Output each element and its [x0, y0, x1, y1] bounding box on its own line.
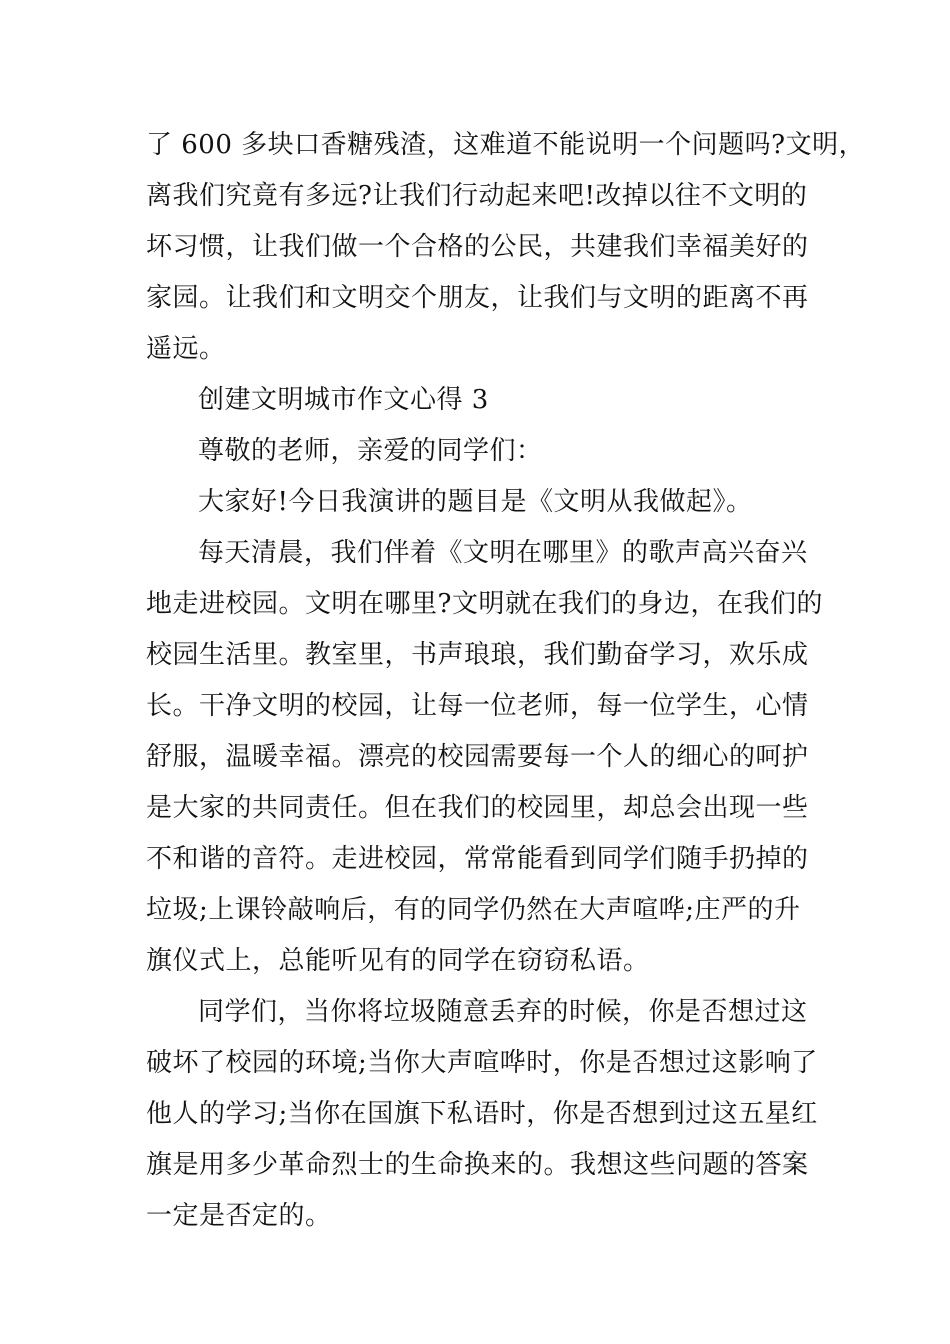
text-line: 舒服，温暖幸福。漂亮的校园需要每一个人的细心的呵护 [146, 742, 809, 772]
text-line: 每天清晨，我们伴着《文明在哪里》的歌声高兴奋兴 [198, 538, 808, 568]
text-line: 旗是用多少革命烈士的生命换来的。我想这些问题的答案 [146, 1150, 809, 1180]
text-line: 垃圾;上课铃敲响后，有的同学仍然在大声喧哗;庄严的升 [146, 895, 801, 925]
text-line: 遥远。 [146, 334, 226, 364]
text-line: 长。干净文明的校园，让每一位老师，每一位学生，心情 [146, 691, 809, 721]
text-line: 同学们，当你将垃圾随意丢弃的时候，你是否想过这 [198, 997, 808, 1027]
text-line: 他人的学习;当你在国旗下私语时，你是否想到过这五星红 [146, 1099, 818, 1129]
text-line: 破坏了校园的环境;当你大声喧哗时，你是否想过这影响了 [146, 1048, 818, 1078]
salutation: 尊敬的老师，亲爱的同学们： [198, 436, 543, 466]
text-line: 地走进校园。文明在哪里?文明就在我们的身边，在我们的 [146, 589, 823, 619]
text-line: 了 600 多块口香糖残渣，这难道不能说明一个问题吗?文明， [146, 130, 866, 160]
text-line: 校园生活里。教室里，书声琅琅，我们勤奋学习，欢乐成 [146, 640, 809, 670]
text-line: 家园。让我们和文明交个朋友，让我们与文明的距离不再 [146, 283, 809, 313]
text-line: 不和谐的音符。走进校园，常常能看到同学们随手扔掉的 [146, 844, 809, 874]
text-line: 坏习惯，让我们做一个合格的公民，共建我们幸福美好的 [146, 232, 809, 262]
text-line: 旗仪式上，总能听见有的同学在窃窃私语。 [146, 946, 650, 976]
text-line: 是大家的共同责任。但在我们的校园里，却总会出现一些 [146, 793, 809, 823]
section-heading: 创建文明城市作文心得 3 [198, 385, 489, 415]
text-line: 一定是否定的。 [146, 1201, 332, 1231]
greeting-line: 大家好!今日我演讲的题目是《文明从我做起》。 [198, 487, 753, 517]
document-body [146, 120, 866, 1242]
text-line: 离我们究竟有多远?让我们行动起来吧!改掉以往不文明的 [146, 181, 808, 211]
